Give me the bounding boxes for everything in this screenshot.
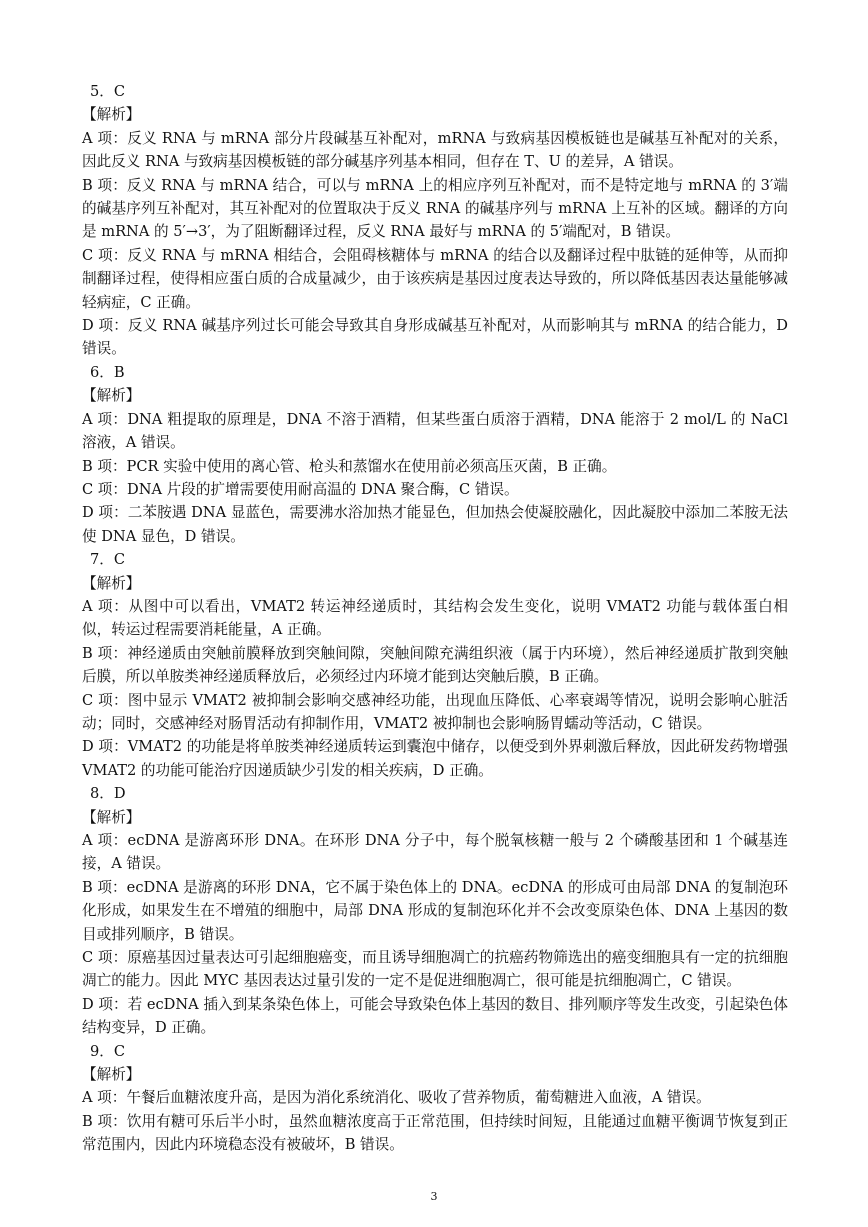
page-number: 3 (430, 1190, 438, 1203)
option-d-analysis: D 项：反义 RNA 碱基序列过长可能会导致其自身形成碱基互补配对，从而影响其与 mRNA 的结合能力，D 错误。 (82, 317, 788, 358)
answer-content (82, 80, 788, 1157)
option-c-analysis: C 项：反义 RNA 与 mRNA 相结合，会阻碍核糖体与 mRNA 的结合以及翻译过程中肽链的延伸等，从而抑制翻译过程，使得相应蛋白质的合成量减少，由于该疾病是基因过度表达导致的，所以降低基因表达量能够减轻病症，C 正确。 (82, 246, 788, 311)
option-a-analysis: A 项：反义 RNA 与 mRNA 部分片段碱基互补配对，mRNA 与致病基因模板链也是碱基互补配对的关系，因此反义 RNA 与致病基因模板链的部分碱基序列基本相同，但存在 T、U 的差异，A 错误。 (82, 129, 788, 171)
analysis-heading: 【解析】 (82, 1066, 141, 1084)
option-b-analysis: B 项：ecDNA 是游离的环形 DNA，它不属于染色体上的 DNA。ecDNA 的形成可由局部 DNA 的复制泡环化形成，如果发生在不增殖的细胞中，局部 DNA 形成的复制泡环化并不会改变原染色体、DNA 上基因的数目或排列顺序，B 错误。 (82, 878, 788, 943)
question-number: 8．D (90, 785, 126, 803)
option-b-analysis: B 项：PCR 实验中使用的离心管、枪头和蒸馏水在使用前必须高压灭菌，B 正确。 (82, 457, 617, 475)
option-d-analysis: D 项：二苯胺遇 DNA 显蓝色，需要沸水浴加热才能显色，但加热会使凝胶融化，因此凝胶中添加二苯胺无法使 DNA 显色，D 错误。 (82, 504, 788, 545)
question-number: 7．C (90, 551, 126, 569)
analysis-heading: 【解析】 (82, 387, 141, 405)
option-d-analysis: D 项：若 ecDNA 插入到某条染色体上，可能会导致染色体上基因的数目、排列顺序等发生改变，引起染色体结构变异，D 正确。 (82, 995, 788, 1037)
option-d-analysis: D 项：VMAT2 的功能是将单胺类神经递质转运到囊泡中储存，以便受到外界刺激后释放，因此研发药物增强 VMAT2 的功能可能治疗因递质缺少引发的相关疾病，D 正确。 (82, 738, 788, 779)
option-b-analysis: B 项：神经递质由突触前膜释放到突触间隙，突触间隙充满组织液（属于内环境），然后神经递质扩散到突触后膜，所以单胺类神经递质释放后，必须经过内环境才能到达突触后膜，B 正确。 (82, 644, 788, 686)
option-b-analysis: B 项：反义 RNA 与 mRNA 结合，可以与 mRNA 上的相应序列互补配对，而不是特定地与 mRNA 的 3′端的碱基序列互补配对，其互补配对的位置取决于反义 RNA 的碱基序列与 mRNA 上互补的区域。翻译的方向是 mRNA 的 5′→3′，为了阻断翻译过程，反义 RNA 最好与 mRNA 的 5′端配对，B 错误。 (82, 176, 788, 241)
option-b-analysis: B 项：饮用有糖可乐后半小时，虽然血糖浓度高于正常范围，但持续时间短，且能通过血糖平衡调节恢复到正常范围内，因此内环境稳态没有被破坏，B 错误。 (82, 1112, 788, 1154)
question-7 (82, 548, 788, 782)
question-9 (82, 1040, 788, 1157)
question-8 (82, 782, 788, 1039)
question-6 (82, 361, 788, 548)
analysis-heading: 【解析】 (82, 106, 141, 124)
question-5 (82, 80, 788, 361)
option-a-analysis: A 项：从图中可以看出，VMAT2 转运神经递质时，其结构会发生变化，说明 VMAT2 功能与载体蛋白相似，转运过程需要消耗能量，A 正确。 (82, 597, 788, 639)
analysis-heading: 【解析】 (82, 574, 141, 592)
question-number: 9．C (90, 1042, 126, 1060)
option-a-analysis: A 项：ecDNA 是游离环形 DNA。在环形 DNA 分子中，每个脱氧核糖一般与 2 个磷酸基团和 1 个碱基连接，A 错误。 (82, 832, 788, 873)
option-c-analysis: C 项：DNA 片段的扩增需要使用耐高温的 DNA 聚合酶，C 错误。 (82, 480, 519, 498)
question-number: 5．C (90, 83, 126, 100)
option-c-analysis: C 项：图中显示 VMAT2 被抑制会影响交感神经功能，出现血压降低、心率衰竭等情况，说明会影响心脏活动；同时，交感神经对肠胃活动有抑制作用，VMAT2 被抑制也会影响肠胃蠕动等活动，C 错误。 (82, 691, 788, 732)
option-c-analysis: C 项：原癌基因过量表达可引起细胞癌变，而且诱导细胞凋亡的抗癌药物筛选出的癌变细胞具有一定的抗细胞凋亡的能力。因此 MYC 基因表达过量引发的一定不是促进细胞凋亡，很可能是抗细胞凋亡，C 错误。 (82, 949, 788, 990)
option-a-analysis: A 项：DNA 粗提取的原理是，DNA 不溶于酒精，但某些蛋白质溶于酒精，DNA 能溶于 2 mol/L 的 NaCl 溶液，A 错误。 (82, 410, 788, 452)
question-number: 6．B (90, 363, 125, 381)
analysis-heading: 【解析】 (82, 808, 141, 826)
option-a-analysis: A 项：午餐后血糖浓度升高，是因为消化系统消化、吸收了营养物质，葡萄糖进入血液，A 错误。 (82, 1089, 711, 1107)
